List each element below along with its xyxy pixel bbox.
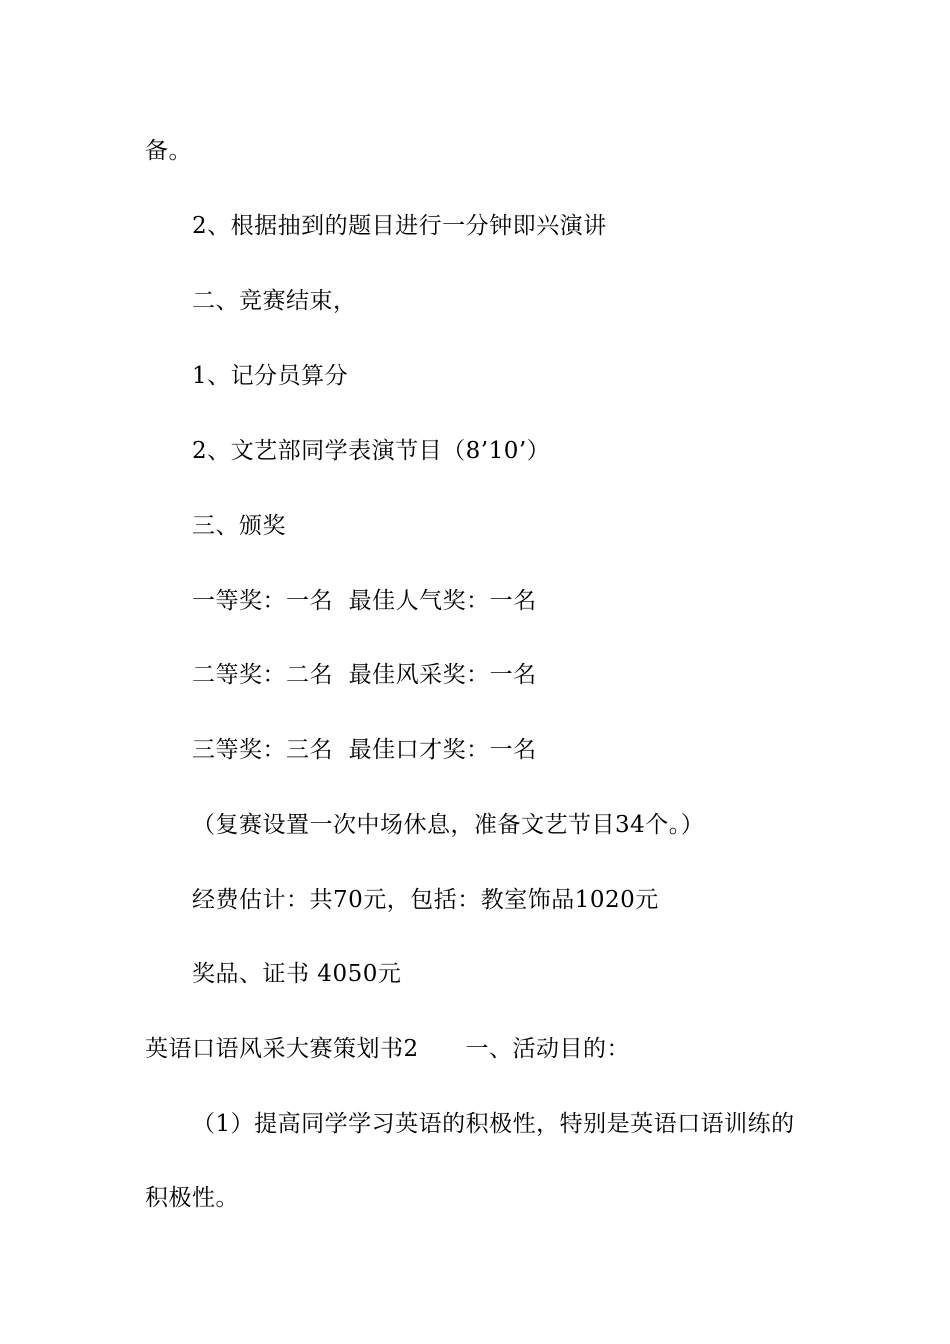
text-line-performance: 2、文艺部同学表演节目（8’10’）: [192, 438, 551, 464]
award-line-third: 三等奖：三名 最佳口才奖：一名: [192, 737, 537, 763]
section-heading-competition-end: 二、竞赛结束，: [192, 288, 357, 314]
section-heading-awards: 三、颁奖: [192, 513, 286, 539]
text-line-continuation: 备。: [145, 138, 192, 164]
document-title-line: 英语口语风采大赛策划书2 一、活动目的：: [145, 1036, 630, 1062]
text-line-speech-step: 2、根据抽到的题目进行一分钟即兴演讲: [192, 213, 607, 239]
award-line-first: 一等奖：一名 最佳人气奖：一名: [192, 588, 537, 614]
text-line-budget: 经费估计：共70元，包括：教室饰品1020元: [192, 887, 659, 913]
text-line-purpose-1: （1）提高同学学习英语的积极性，特别是英语口语训练的: [192, 1111, 795, 1137]
text-line-scoring: 1、记分员算分: [192, 363, 349, 389]
text-line-prizes: 奖品、证书 4050元: [192, 961, 402, 987]
text-line-intermission-note: （复赛设置一次中场休息，准备文艺节目34个。）: [192, 812, 705, 838]
text-line-purpose-1-continuation: 积极性。: [145, 1185, 239, 1211]
award-line-second: 二等奖：二名 最佳风采奖：一名: [192, 662, 537, 688]
